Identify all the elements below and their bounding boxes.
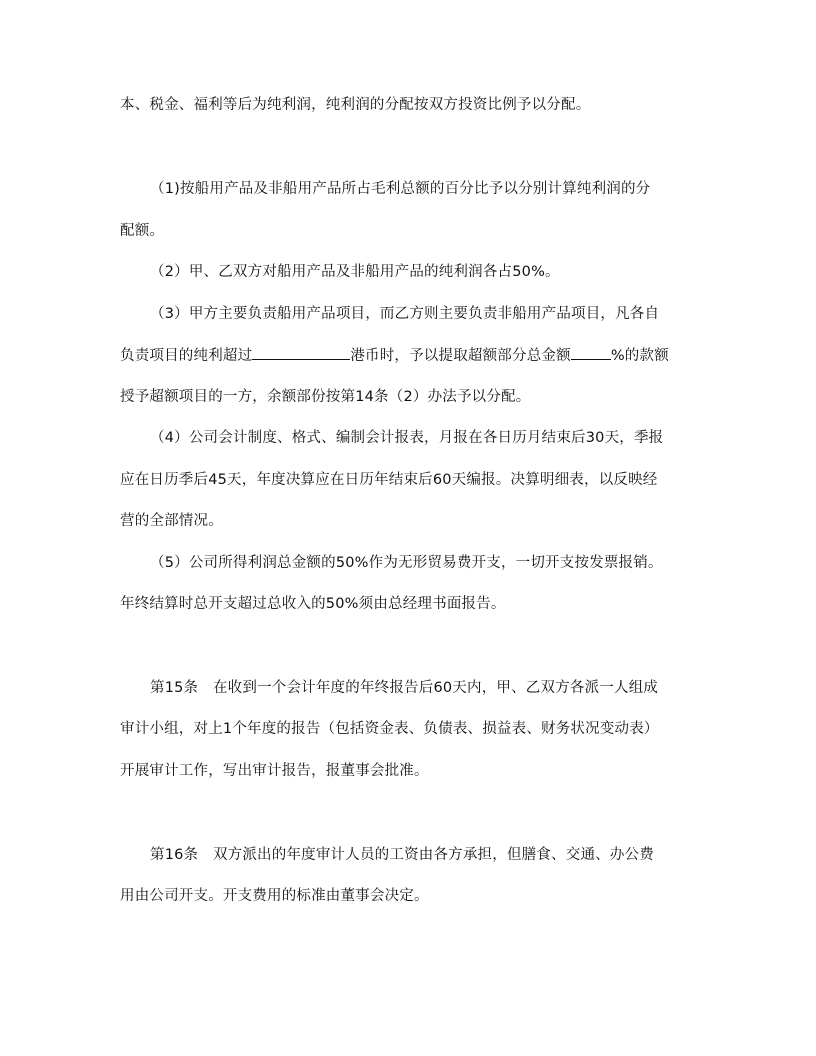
paragraph-line: 营的全部情况。 xyxy=(120,513,223,529)
paragraph-line: （2）甲、乙双方对船用产品及非船用产品的纯利润各占50%。 xyxy=(150,264,560,280)
paragraph-line: 配额。 xyxy=(120,223,165,239)
line-text-after-blank: %的款额 xyxy=(610,348,669,364)
paragraph-line: （3）甲方主要负责船用产品项目，而乙方则主要负责非船用产品项目，凡各自 xyxy=(150,306,660,322)
paragraph-line: 年终结算时总开支超过总收入的50%须由总经理书面报告。 xyxy=(120,596,506,612)
paragraph-line: 本、税金、福利等后为纯利润，纯利润的分配按双方投资比例予以分配。 xyxy=(120,97,591,113)
paragraph-line: 审计小组，对上1个年度的报告（包括资金表、负债表、损益表、财务状况变动表） xyxy=(120,721,659,737)
fill-in-blank[interactable] xyxy=(252,345,350,360)
paragraph-line-with-blanks xyxy=(120,345,669,366)
line-text-before-blank: 负责项目的纯利超过 xyxy=(120,348,253,364)
paragraph-line: 用由公司开支。开支费用的标准由董事会决定。 xyxy=(120,888,429,904)
paragraph-line: （5）公司所得利润总金额的50%作为无形贸易费开支，一切开支按发票报销。 xyxy=(150,555,663,571)
line-text-between-blanks: 港币时，予以提取超额部分总金额 xyxy=(350,348,571,364)
fill-in-blank[interactable] xyxy=(571,345,611,360)
article-15-heading-line: 第15条 在收到一个会计年度的年终报告后60天内，甲、乙双方各派一人组成 xyxy=(150,680,659,696)
paragraph-line: 开展审计工作，写出审计报告，报董事会批准。 xyxy=(120,763,429,779)
article-16-heading-line: 第16条 双方派出的年度审计人员的工资由各方承担，但膳食、交通、办公费 xyxy=(150,847,654,863)
paragraph-line: 授予超额项目的一方，余额部份按第14条（2）办法予以分配。 xyxy=(120,389,531,405)
paragraph-line: （4）公司会计制度、格式、编制会计报表，月报在各日历月结束后30天，季报 xyxy=(150,430,664,446)
paragraph-line: 应在日历季后45天，年度决算应在日历年结束后60天编报。决算明细表，以反映经 xyxy=(120,472,658,488)
paragraph-line: （1)按船用产品及非船用产品所占毛利总额的百分比予以分别计算纯利润的分 xyxy=(150,181,651,197)
